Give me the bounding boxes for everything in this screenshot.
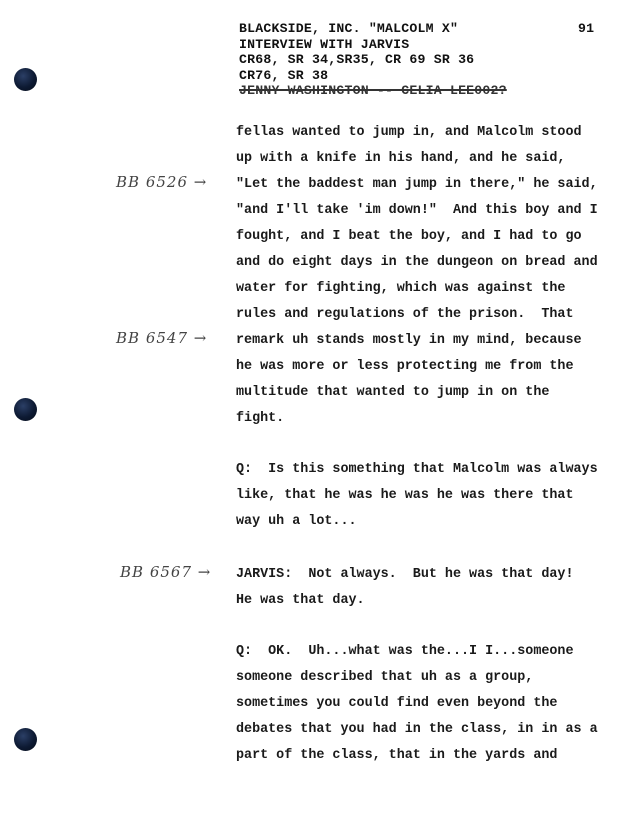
header-line-1: BLACKSIDE, INC. "MALCOLM X": [239, 21, 459, 36]
body-line: fellas wanted to jump in, and Malcolm stood: [236, 125, 582, 140]
body-line: fight.: [236, 411, 285, 426]
binder-hole-middle: [14, 398, 37, 421]
body-line: fought, and I beat the boy, and I had to go: [236, 229, 582, 244]
question-line: Q: OK. Uh...what was the...I I...someone: [236, 644, 574, 659]
header-line-2: INTERVIEW WITH JARVIS: [239, 36, 410, 52]
body-line: up with a knife in his hand, and he said,: [236, 151, 566, 166]
body-line: multitude that wanted to jump in on the: [236, 385, 550, 400]
question-line: way uh a lot...: [236, 514, 357, 529]
question-line: someone described that uh as a group,: [236, 670, 534, 685]
binder-hole-bottom: [14, 728, 37, 751]
margin-note-timecode: BB 6526 →: [116, 173, 208, 191]
body-line: "and I'll take 'im down!" And this boy and I: [236, 203, 598, 218]
binder-hole-top: [14, 68, 37, 91]
question-line: Q: Is this something that Malcolm was always: [236, 462, 598, 477]
question-line: debates that you had in the class, in in as a: [236, 722, 598, 737]
body-line: he was more or less protecting me from the: [236, 359, 574, 374]
body-line: "Let the baddest man jump in there," he said,: [236, 177, 598, 192]
question-line: sometimes you could find even beyond the: [236, 696, 558, 711]
header-line-4: CR76, SR 38: [239, 67, 329, 83]
body-line: rules and regulations of the prison. That: [236, 307, 574, 322]
body-line: water for fighting, which was against the: [236, 281, 566, 296]
header-line-3: CR68, SR 34,SR35, CR 69 SR 36: [239, 52, 475, 67]
question-line: part of the class, that in the yards and: [236, 748, 558, 763]
margin-note-timecode: BB 6567 →: [120, 563, 212, 581]
question-line: like, that he was he was he was there that: [236, 488, 574, 503]
page-number: 91: [578, 21, 595, 36]
answer-line: He was that day.: [236, 593, 365, 608]
body-line: and do eight days in the dungeon on bread and: [236, 255, 598, 270]
body-line: remark uh stands mostly in my mind, because: [236, 333, 582, 348]
header-struck-line: JENNY WASHINGTON -- CELIA LEE002?: [239, 83, 507, 98]
margin-note-timecode: BB 6547 →: [116, 329, 208, 347]
answer-line: JARVIS: Not always. But he was that day!: [236, 567, 574, 582]
